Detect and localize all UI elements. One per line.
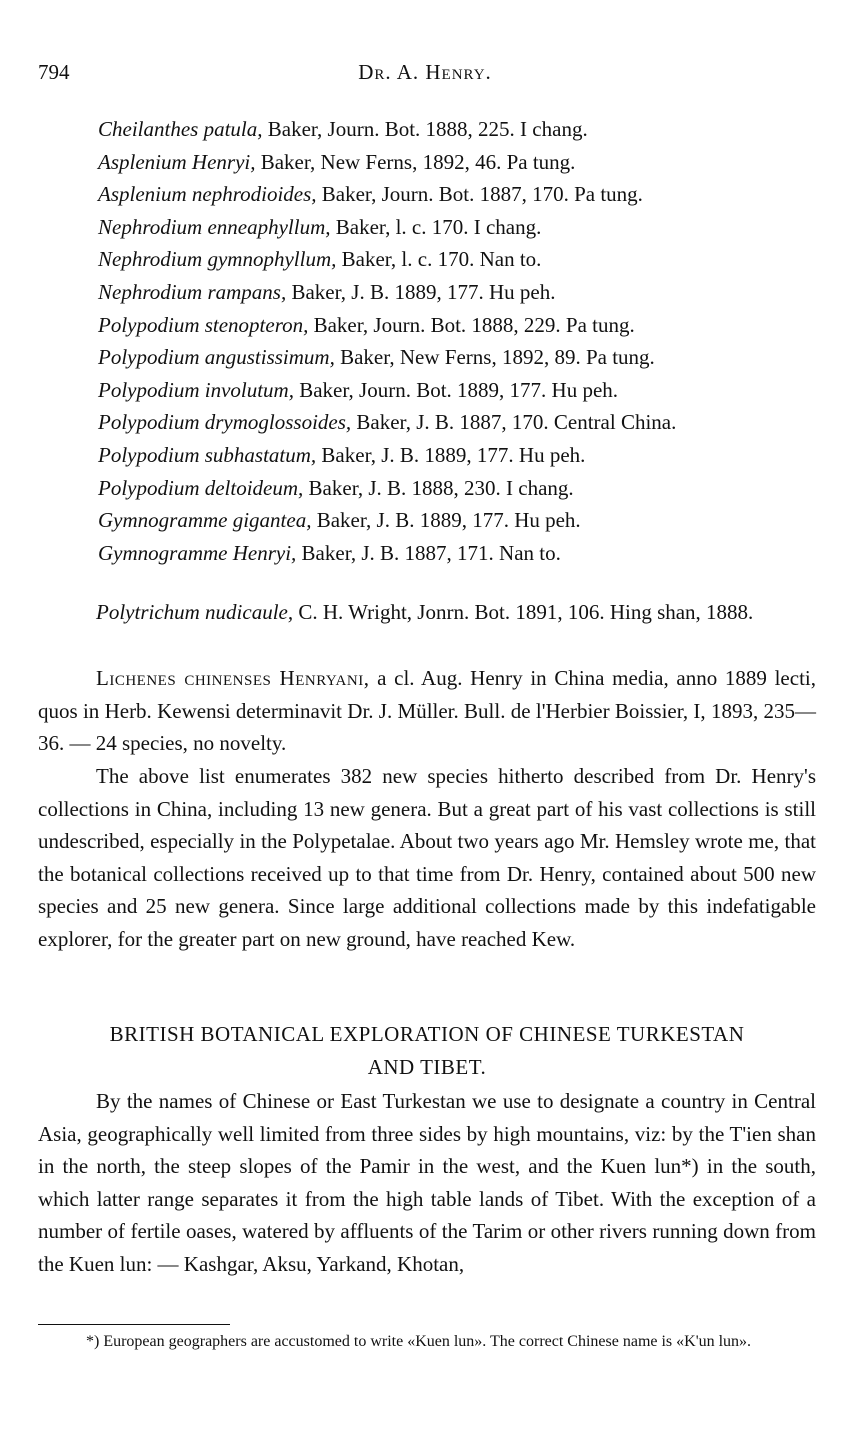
species-name: Gymnogramme gigantea, bbox=[98, 508, 312, 533]
section-heading-line: BRITISH BOTANICAL EXPLORATION OF CHINESE TURKESTAN bbox=[109, 1022, 745, 1046]
summary-text: The above list enumerates 382 new species hitherto described from Dr. Henry's collections in China, including 13 new genera. But a great part of his vast collections is still undescribed, especially in the Polypetalae. About two years ago Mr. Hemsley wrote me, that the botanical collections received up to that time from Dr. Henry, contained about 500 new species and 25 new genera. Since large additional collections made by this indefatigable explorer, for the greater part on new ground, have reached Kew. bbox=[38, 764, 816, 951]
section-heading bbox=[38, 1018, 816, 1083]
species-name: Asplenium Henryi, bbox=[98, 149, 256, 174]
species-citation: Baker, l. c. 170. Nan to. bbox=[336, 247, 542, 272]
species-citation: Baker, J. B. 1888, 230. I chang. bbox=[303, 475, 574, 500]
list-item bbox=[98, 276, 830, 309]
lichenes-text: a cl. Aug. Henry in China media, anno 1889 lecti, quos in Herb. Kewensi determinavit Dr. J. Müller. Bull. de l'Herbier Boissier, I, 1893, 235—36. — 24 species, no novelty. bbox=[38, 666, 816, 756]
section-text: By the names of Chinese or East Turkestan we use to designate a country in Central Asia, geographically well limited from three sides by high mountains, viz: by the T'ien shan in the north, the steep slopes of the Pamir in the west, and the Kuen lun*) in the south, which latter range separates it from the high table lands of Tibet. With the exception of a number of fertile oases, watered by affluents of the Tarim or other rivers running down from the Kuen lun: — Kashgar, Aksu, Yarkand, Khotan, bbox=[38, 1089, 816, 1276]
species-name: Polypodium angustissimum, bbox=[98, 345, 335, 370]
species-name: Nephrodium gymnophyllum, bbox=[98, 247, 337, 272]
list-item bbox=[98, 537, 830, 570]
species-citation: Baker, J. B. 1887, 170. Central China. bbox=[351, 410, 677, 435]
species-citation: Baker, Journ. Bot. 1888, 225. I chang. bbox=[262, 117, 588, 141]
list-item bbox=[98, 243, 830, 276]
list-item bbox=[98, 472, 830, 505]
list-item bbox=[98, 341, 830, 374]
list-item bbox=[98, 146, 830, 179]
species-citation: Baker, Journ. Bot. 1887, 170. Pa tung. bbox=[316, 182, 643, 207]
species-name: Polypodium involutum, bbox=[98, 377, 294, 402]
footnote-rule bbox=[38, 1324, 230, 1325]
species-citation: Baker, J. B. 1889, 177. Hu peh. bbox=[311, 508, 581, 533]
list-item bbox=[98, 178, 830, 211]
species-name: Polytrichum nudicaule, bbox=[96, 600, 294, 624]
species-citation: Baker, New Ferns, 1892, 89. Pa tung. bbox=[334, 345, 655, 370]
lichenes-paragraph bbox=[38, 662, 816, 760]
species-name: Cheilanthes patula, bbox=[98, 117, 263, 141]
page-number: 794 bbox=[38, 60, 70, 84]
species-citation: Baker, J. B. 1889, 177. Hu peh. bbox=[286, 279, 556, 304]
species-citation: Baker, l. c. 170. I chang. bbox=[330, 214, 542, 239]
species-citation: Baker, J. B. 1887, 171. Nan to. bbox=[296, 540, 561, 565]
lichenes-title: Lichenes chinenses Henryani, bbox=[96, 666, 370, 690]
list-item bbox=[98, 309, 830, 342]
species-name: Asplenium nephrodioides, bbox=[98, 182, 317, 207]
footnote bbox=[38, 1331, 816, 1353]
fern-species-list bbox=[98, 113, 830, 569]
footnote-text: *) European geographers are accustomed to write «Kuen lun». The correct Chinese name is «K'un lun». bbox=[86, 1333, 752, 1350]
species-name: Gymnogramme Henryi, bbox=[98, 540, 297, 565]
list-item bbox=[98, 374, 830, 407]
species-citation: Baker, New Ferns, 1892, 46. Pa tung. bbox=[255, 149, 576, 174]
species-citation: C. H. Wright, Jonrn. Bot. 1891, 106. Hing shan, 1888. bbox=[293, 600, 754, 624]
species-name: Nephrodium enneaphyllum, bbox=[98, 214, 331, 239]
list-item bbox=[98, 113, 830, 146]
species-name: Polypodium deltoideum, bbox=[98, 475, 304, 500]
polytrichum-entry bbox=[38, 596, 816, 629]
species-name: Polypodium stenopteron, bbox=[98, 312, 309, 337]
list-item bbox=[98, 439, 830, 472]
list-item bbox=[98, 406, 830, 439]
section-heading-line: AND TIBET. bbox=[367, 1054, 487, 1079]
species-citation: Baker, J. B. 1889, 177. Hu peh. bbox=[316, 442, 586, 467]
list-item bbox=[98, 211, 830, 244]
species-name: Nephrodium rampans, bbox=[98, 279, 287, 304]
section-paragraph bbox=[38, 1085, 816, 1281]
list-item bbox=[98, 504, 830, 537]
summary-paragraph bbox=[38, 760, 816, 956]
species-citation: Baker, Journ. Bot. 1889, 177. Hu peh. bbox=[293, 377, 619, 402]
species-name: Polypodium drymoglossoides, bbox=[98, 410, 352, 435]
running-head: Dr. A. Henry. bbox=[358, 60, 492, 84]
species-citation: Baker, Journ. Bot. 1888, 229. Pa tung. bbox=[308, 312, 635, 337]
page-header bbox=[38, 60, 812, 90]
species-name: Polypodium subhastatum, bbox=[98, 442, 317, 467]
